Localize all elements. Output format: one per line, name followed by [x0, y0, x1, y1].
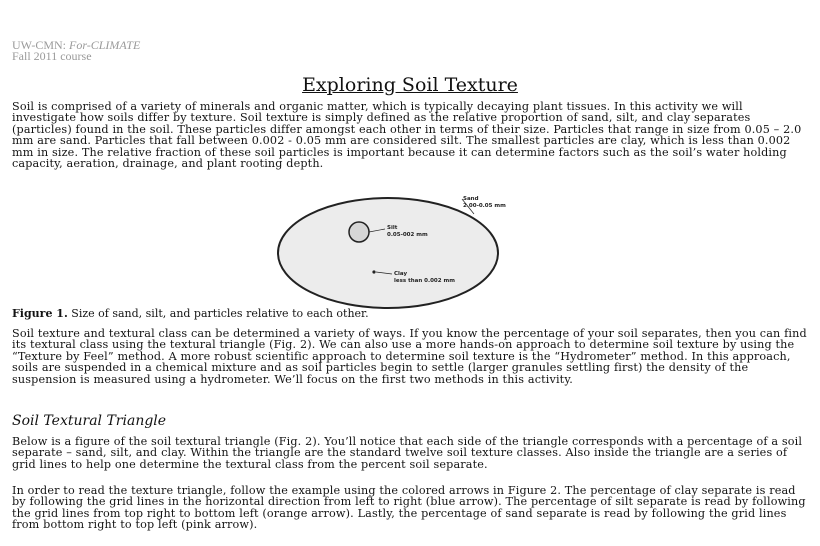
page-title: Exploring Soil Texture: [302, 74, 518, 96]
figure-caption: [12, 307, 369, 320]
sand-label: Sand: [463, 196, 479, 202]
silt-particle: [349, 222, 369, 242]
clay-size: less than 0.002 mm: [394, 278, 455, 284]
program-name: For-CLIMATE: [69, 38, 141, 52]
methods-paragraph: Soil texture and textural class can be determined a variety of ways. If you know the percentage of your soil separates, then you can find its textural class using the textural triangle (Fig. 2). We can also use a more hands-on approach to determine soil texture by using the “Texture by Feel” method. A more robust scientific approach to determine soil texture is the “Hydrometer” method. In this approach, soils are suspended in a chemical mixture and as soil particles begin to settle (larger granules settling first) the density of the suspension is measured using a hydrometer. We’ll focus on the first two methods in this activity.: [12, 327, 807, 386]
triangle-intro-paragraph: Below is a figure of the soil textural triangle (Fig. 2). You’ll notice that each side of the triangle corresponds with a percentage of a soil separate – sand, silt, and clay. Within the triangle are the standard twelve soil texture classes. Also inside the triangle are a series of grid lines to help one determine the textural class from the percent soil separate.: [12, 435, 803, 471]
silt-size: 0.05-002 mm: [387, 232, 428, 238]
silt-label: Silt: [387, 225, 398, 231]
section-heading: Soil Textural Triangle: [12, 413, 167, 429]
particle-size-diagram: [270, 190, 550, 310]
intro-paragraph: Soil is comprised of a variety of minerals and organic matter, which is typically decaying plant tissues. In this activity we will investigate how soils differ by texture. Soil texture is simply defined as the relative proportion of sand, silt, and clay separates (particles) found in the soil. These particles differ amongst each other in terms of their size. Particles that range in size from 0.05 – 2.0 mm are sand. Particles that fall between 0.002 - 0.05 mm are considered silt. The smallest particles are clay, which is less than 0.002 mm in size. The relative fraction of these soil particles is important because it can determine factors such as the soil’s water holding capacity, aeration, drainage, and plant rooting depth.: [12, 100, 802, 171]
course-header-line2: Fall 2011 course: [12, 49, 92, 63]
clay-particle: [372, 270, 375, 273]
org-name: UW-CMN:: [12, 38, 66, 52]
clay-label: Clay: [394, 271, 408, 277]
how-to-read-paragraph: In order to read the texture triangle, follow the example using the colored arrows in Figure 2. The percentage of clay separate is read by following the grid lines in the horizontal direction from left to right (blue arrow). The percentage of silt separate is read by following the grid lines from top right to bottom left (orange arrow). Lastly, the percentage of sand separate is read by following the grid lines from bottom right to top left (pink arrow).: [12, 484, 806, 532]
caption-label: Figure 1.: [12, 307, 68, 320]
particle-size-figure: [270, 190, 550, 310]
sand-particle: [278, 198, 498, 308]
caption-text: Size of sand, silt, and particles relative to each other.: [67, 307, 369, 320]
sand-size: 2.00-0.05 mm: [463, 203, 506, 209]
